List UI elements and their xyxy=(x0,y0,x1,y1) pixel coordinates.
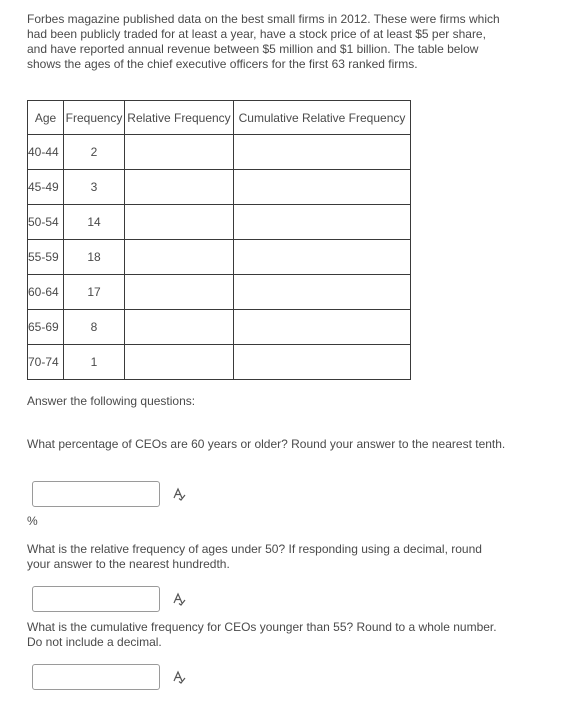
table-row xyxy=(28,310,411,345)
question-1-answer-input[interactable] xyxy=(32,481,160,507)
header-cumulative-relative-frequency: Cumulative Relative Frequency xyxy=(234,101,411,135)
cumulative-relative-frequency-cell xyxy=(234,205,411,240)
question-3-text: What is the cumulative frequency for CEOs younger than 55? Round to a whole number. Do not include a decimal. xyxy=(27,620,497,649)
relative-frequency-cell xyxy=(125,135,234,170)
question-1-text: What percentage of CEOs are 60 years or older? Round your answer to the nearest tenth. xyxy=(27,437,506,451)
table-row xyxy=(28,345,411,380)
frequency-cell: 8 xyxy=(64,310,125,345)
question-2-answer-input[interactable] xyxy=(32,586,160,612)
frequency-cell: 18 xyxy=(64,240,125,275)
table-row xyxy=(28,135,411,170)
age-cell: 70-74 xyxy=(28,345,64,380)
cumulative-relative-frequency-cell xyxy=(234,275,411,310)
frequency-cell: 17 xyxy=(64,275,125,310)
frequency-cell: 3 xyxy=(64,170,125,205)
relative-frequency-cell xyxy=(125,240,234,275)
relative-frequency-cell xyxy=(125,275,234,310)
answer-prompt: Answer the following questions: xyxy=(27,394,196,408)
question-2-text: What is the relative frequency of ages under 50? If responding using a decimal, round your answer to the nearest hundredth. xyxy=(27,542,482,571)
age-cell: 55-59 xyxy=(28,240,64,275)
table-row xyxy=(28,205,411,240)
cumulative-relative-frequency-cell xyxy=(234,310,411,345)
spell-check-icon[interactable] xyxy=(172,670,186,684)
frequency-cell: 1 xyxy=(64,345,125,380)
header-frequency: Frequency xyxy=(64,101,125,135)
relative-frequency-cell xyxy=(125,170,234,205)
age-cell: 50-54 xyxy=(28,205,64,240)
table-row xyxy=(28,240,411,275)
cumulative-relative-frequency-cell xyxy=(234,240,411,275)
header-relative-frequency: Relative Frequency xyxy=(125,101,234,135)
table-header-row xyxy=(28,101,411,135)
cumulative-relative-frequency-cell xyxy=(234,170,411,205)
table-row xyxy=(28,170,411,205)
relative-frequency-cell xyxy=(125,345,234,380)
percent-unit: % xyxy=(27,514,38,528)
relative-frequency-cell xyxy=(125,310,234,345)
intro-paragraph: Forbes magazine published data on the best small firms in 2012. These were firms which had been publicly traded for at least a year, have a stock price of at least $5 per share, and have reported annual revenue between $5 million and $1 billion. The table below shows the ages of the chief executive officers for the first 63 ranked firms. xyxy=(27,12,500,71)
age-cell: 45-49 xyxy=(28,170,64,205)
frequency-cell: 14 xyxy=(64,205,125,240)
frequency-table xyxy=(27,100,411,380)
age-cell: 65-69 xyxy=(28,310,64,345)
relative-frequency-cell xyxy=(125,205,234,240)
spell-check-icon[interactable] xyxy=(172,592,186,606)
cumulative-relative-frequency-cell xyxy=(234,135,411,170)
cumulative-relative-frequency-cell xyxy=(234,345,411,380)
age-cell: 40-44 xyxy=(28,135,64,170)
header-age: Age xyxy=(28,101,64,135)
frequency-cell: 2 xyxy=(64,135,125,170)
age-cell: 60-64 xyxy=(28,275,64,310)
question-3-answer-input[interactable] xyxy=(32,664,160,690)
spell-check-icon[interactable] xyxy=(172,487,186,501)
table-row xyxy=(28,275,411,310)
